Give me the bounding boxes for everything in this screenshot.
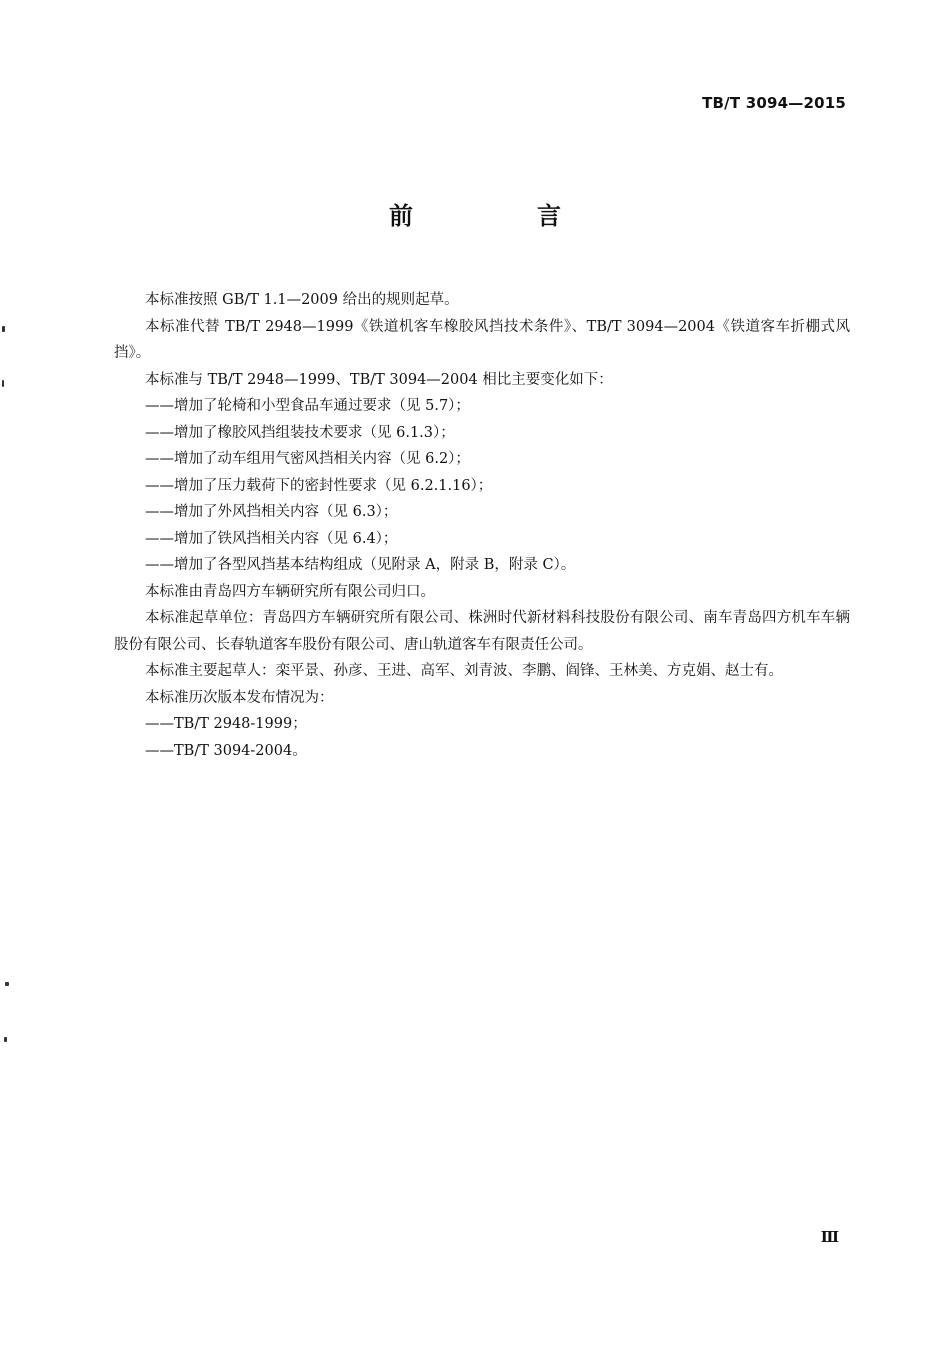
list-item: ——TB/T 3094-2004。 [145,742,307,759]
paragraph: 本标准由青岛四方车辆研究所有限公司归口。 [145,583,435,600]
paragraph: 本标准按照 GB/T 1.1—2009 给出的规则起草。 [145,292,459,308]
paragraph: 本标准主要起草人：栾平景、孙彦、王进、高军、刘青波、李鹏、阎锋、王林美、方克娟、赵士有。 [145,663,783,679]
scan-speck [2,380,4,387]
list-item: ——增加了铁风挡相关内容（见 6.4）； [145,530,398,547]
page-title: 前 言 [389,202,611,230]
standard-code: TB/T 3094—2015 [702,94,846,112]
paragraph: 本标准代替 TB/T 2948—1999《铁道机客车橡胶风挡技术条件》、TB/T 3094—2004《铁道客车折棚式风挡》。 [114,318,850,361]
list-item: ——增加了各型风挡基本结构组成（见附录 A，附录 B，附录 C）。 [145,557,576,573]
scan-speck [2,326,5,332]
page-number: Ⅲ [820,1228,839,1246]
paragraph: 本标准与 TB/T 2948—1999、TB/T 3094—2004 相比主要变化如下： [145,371,613,388]
paragraph: 本标准起草单位：青岛四方车辆研究所有限公司、株洲时代新材料科技股份有限公司、南车青岛四方机车车辆股份有限公司、长春轨道客车股份有限公司、唐山轨道客车有限责任公司。 [114,610,850,653]
list-item: ——TB/T 2948-1999； [145,716,307,732]
list-item: ——增加了压力载荷下的密封性要求（见 6.2.1.16）； [145,477,493,494]
foreword-body [114,287,850,764]
paragraph: 本标准历次版本发布情况为： [145,689,334,706]
scan-speck [4,1037,7,1042]
list-item: ——增加了动车组用气密风挡相关内容（见 6.2）； [145,451,470,467]
list-item: ——增加了轮椅和小型食品车通过要求（见 5.7）； [145,398,470,414]
list-item: ——增加了外风挡相关内容（见 6.3）； [145,504,398,520]
list-item: ——增加了橡胶风挡组装技术要求（见 6.1.3）； [145,424,455,441]
scan-speck [5,982,9,986]
